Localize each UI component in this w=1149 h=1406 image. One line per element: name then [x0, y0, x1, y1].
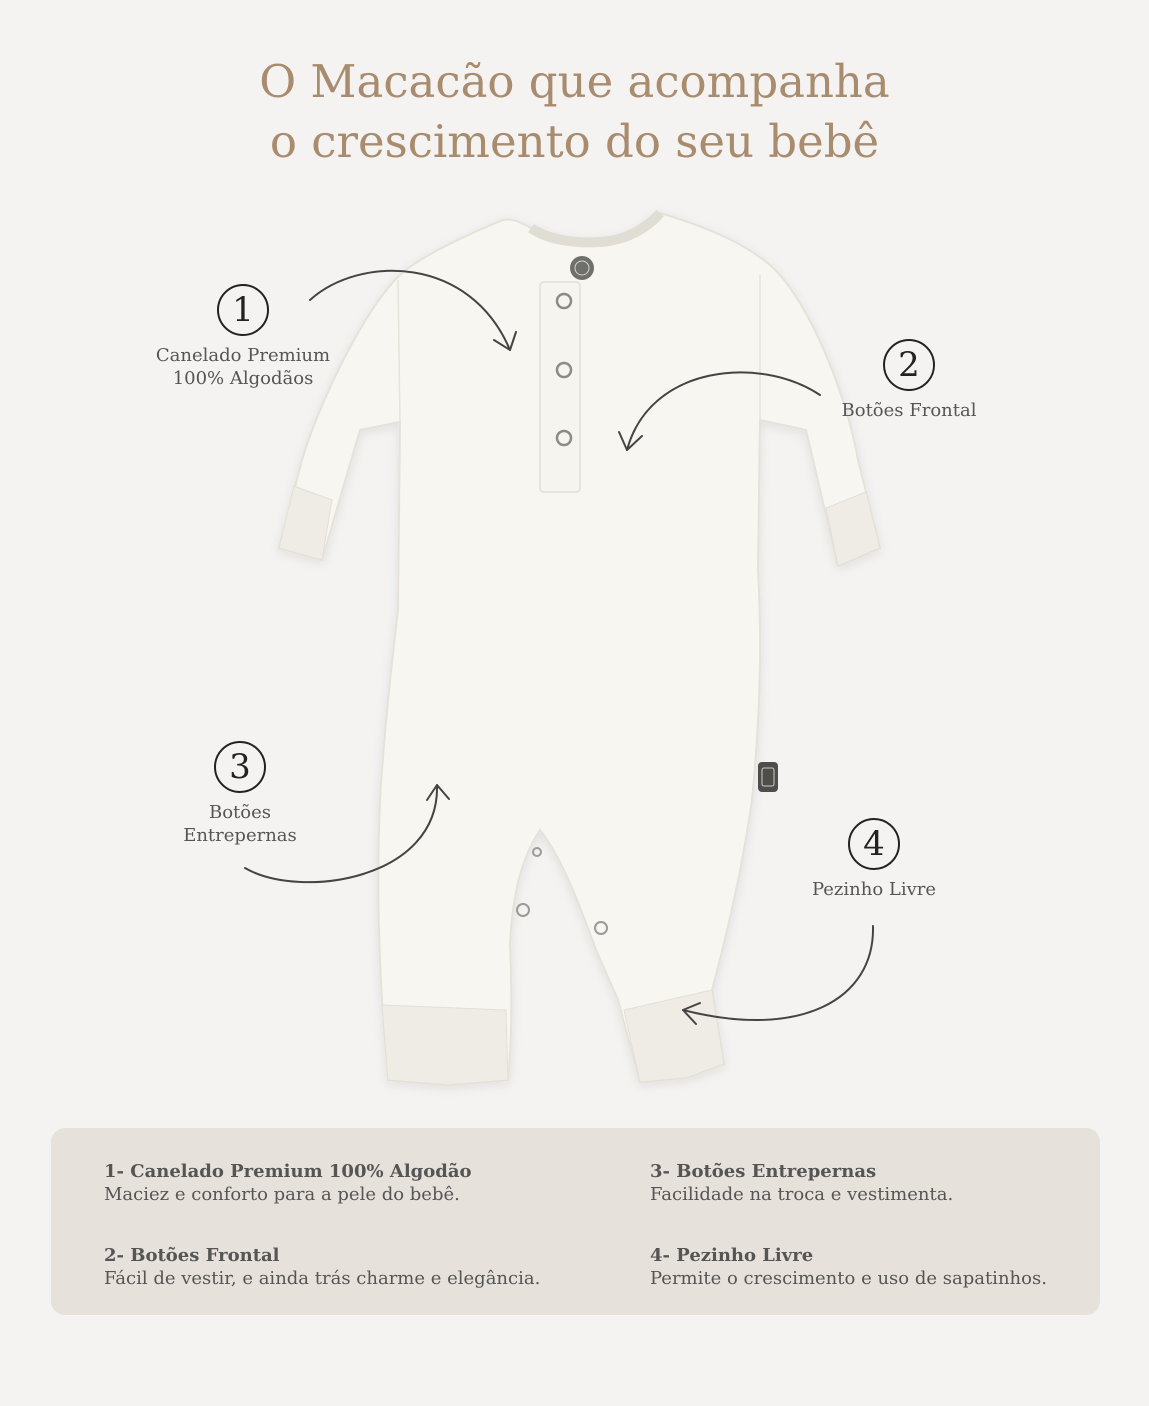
callout-1-label: Canelado Premium 100% Algodãos [155, 345, 331, 389]
feature-2-title: 2- Botões Frontal [104, 1245, 280, 1266]
callout-3-label: Botões Entrepernas [183, 802, 297, 846]
feature-1 [104, 1160, 472, 1206]
callout-3 [140, 741, 340, 847]
title-line-1: O Macacão que acompanha [259, 55, 890, 108]
brand-tag-icon [570, 256, 594, 280]
number-badge-3: 3 [214, 741, 266, 793]
feature-3 [650, 1160, 953, 1206]
callout-2-label: Botões Frontal [841, 400, 977, 421]
feature-4-desc: Permite o crescimento e uso de sapatinhos. [650, 1268, 1047, 1289]
callout-4-label: Pezinho Livre [811, 879, 937, 900]
number-badge-2: 2 [883, 339, 935, 391]
callout-4 [774, 818, 974, 901]
feature-4 [650, 1244, 1047, 1290]
feature-4-title: 4- Pezinho Livre [650, 1245, 814, 1266]
features-panel [51, 1128, 1100, 1315]
feature-2 [104, 1244, 540, 1290]
feature-3-title: 3- Botões Entrepernas [650, 1161, 877, 1182]
number-badge-4: 4 [848, 818, 900, 870]
feature-1-title: 1- Canelado Premium 100% Algodão [104, 1161, 472, 1182]
feature-1-desc: Maciez e conforto para a pele do bebê. [104, 1184, 460, 1205]
side-tag-icon [758, 762, 778, 792]
callout-2 [809, 339, 1009, 422]
feature-3-desc: Facilidade na troca e vestimenta. [650, 1184, 954, 1205]
feature-2-desc: Fácil de vestir, e ainda trás charme e elegância. [104, 1268, 541, 1289]
title-line-2: o crescimento do seu bebê [269, 115, 880, 168]
callout-1 [143, 284, 343, 390]
snap-button [517, 904, 529, 916]
snap-button [533, 848, 541, 856]
romper-body [279, 213, 880, 1085]
number-badge-1: 1 [217, 284, 269, 336]
